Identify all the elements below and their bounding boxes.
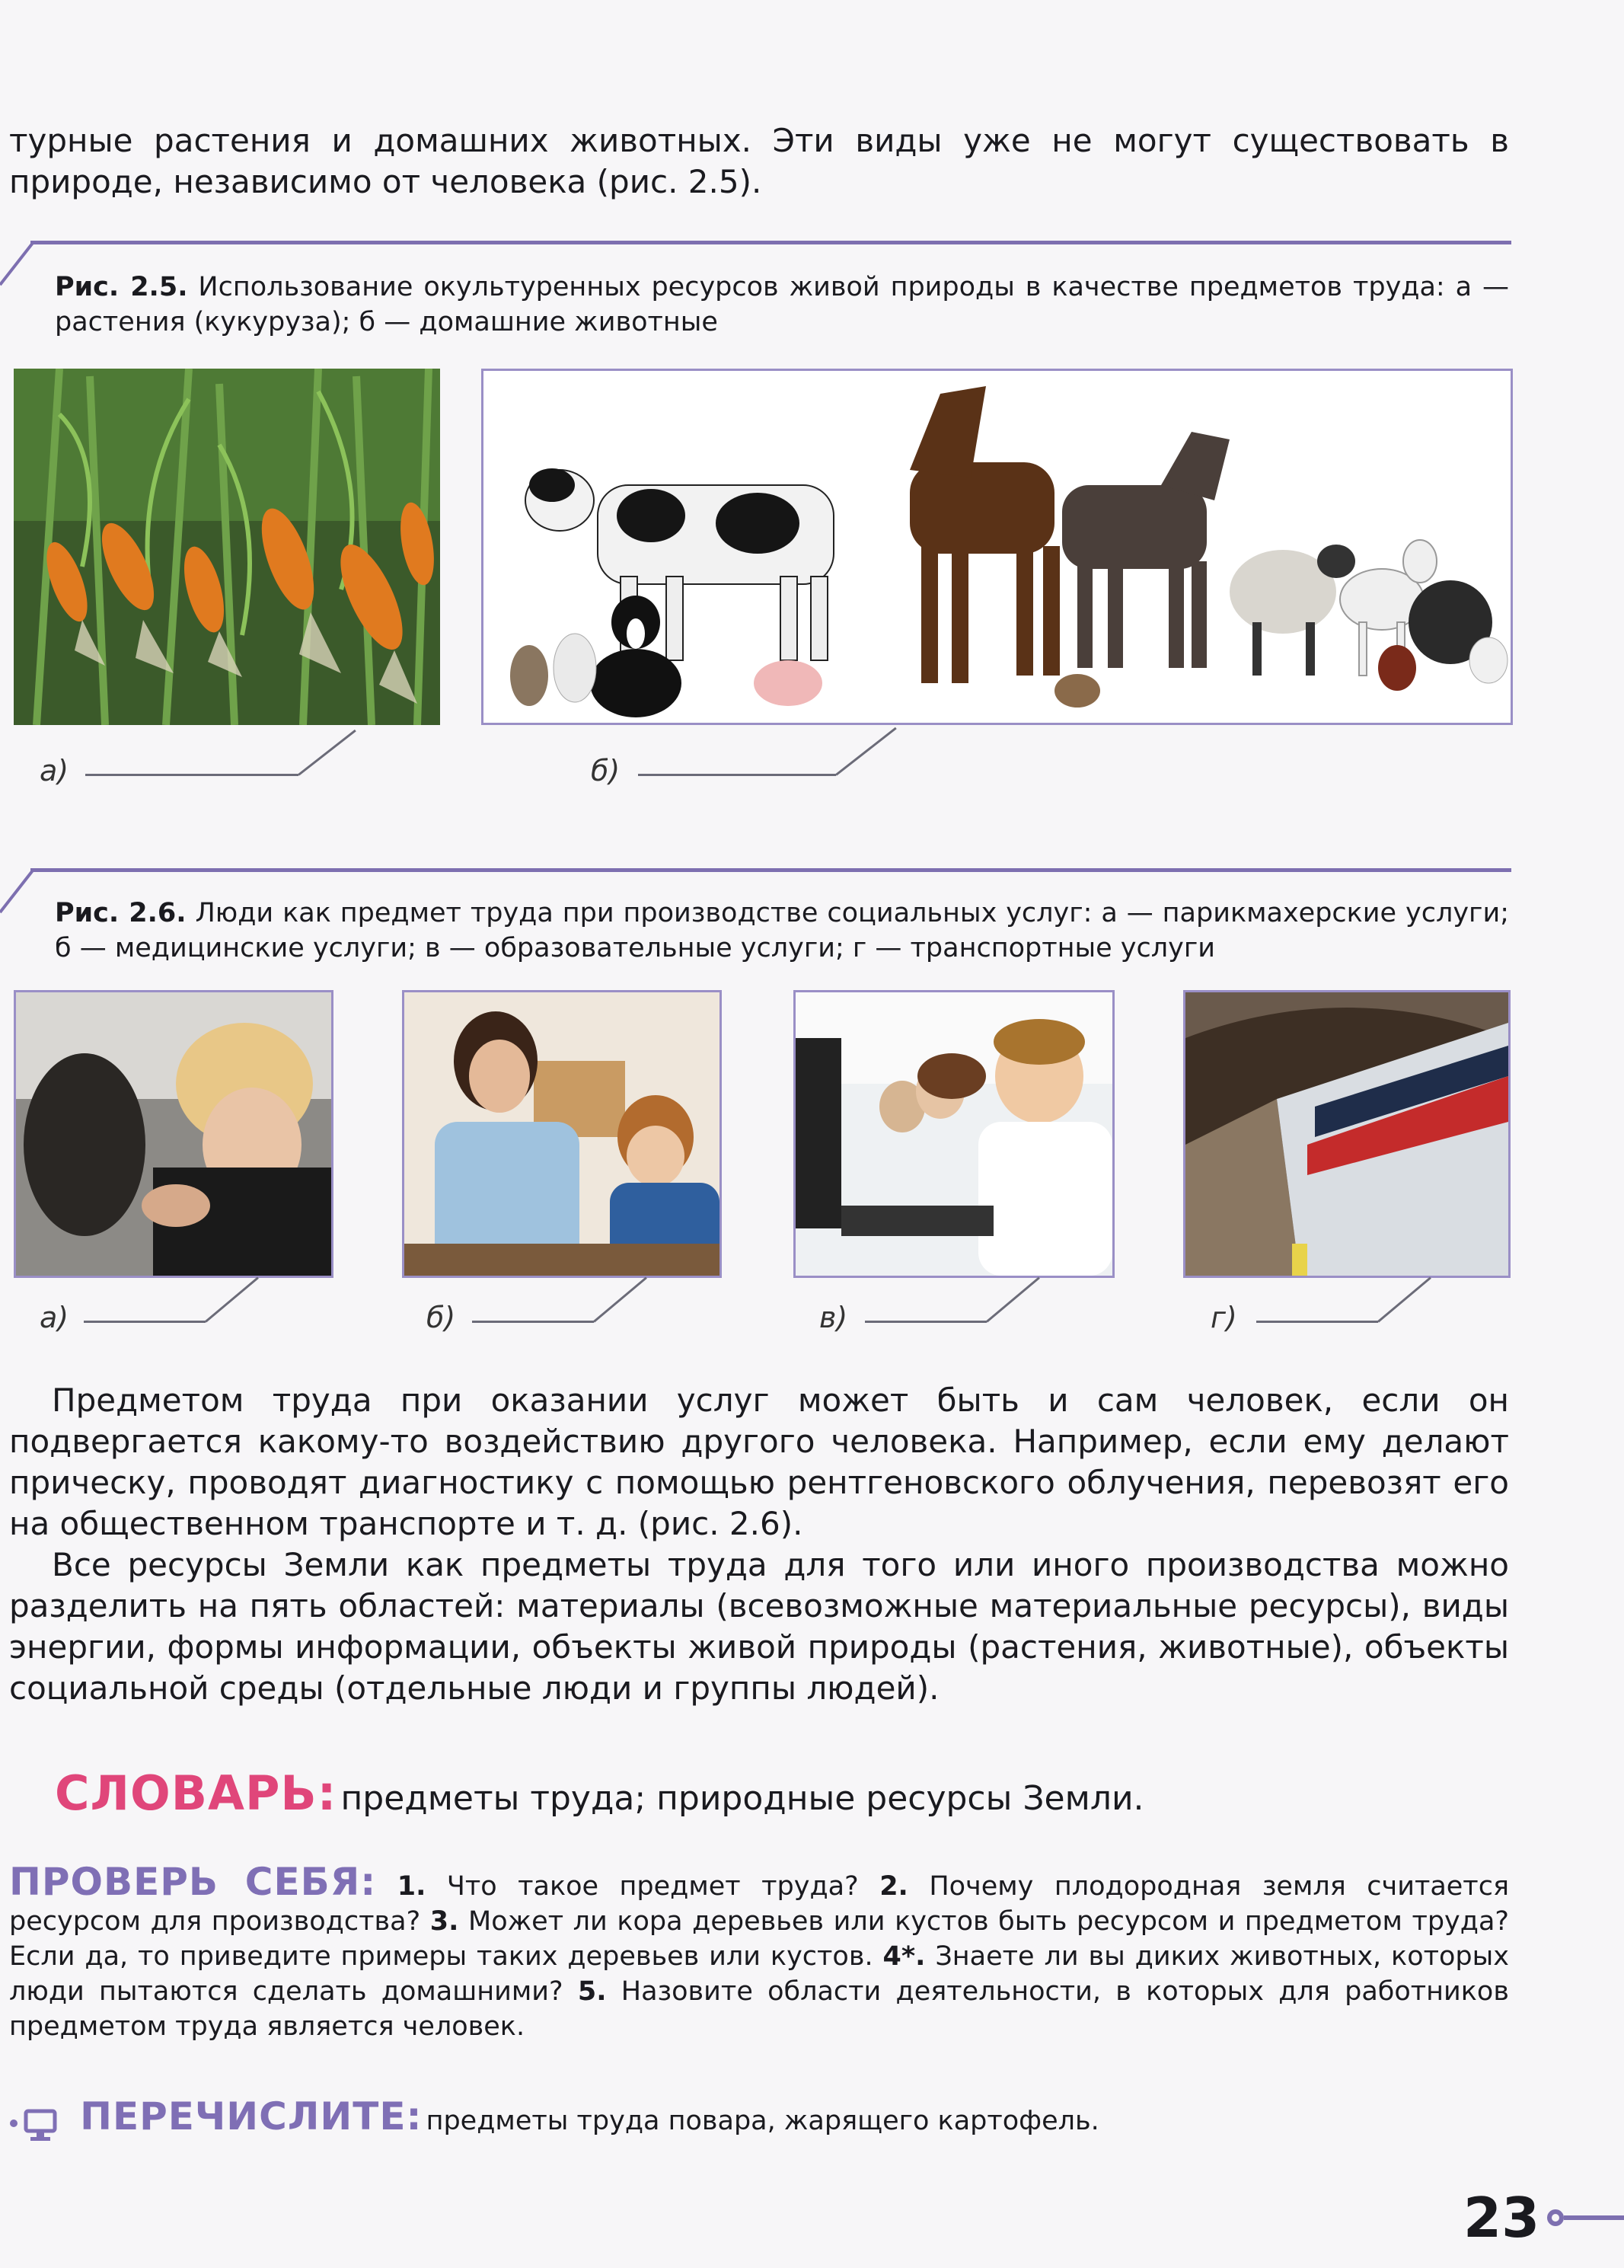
q3-number: 3. (429, 1906, 459, 1937)
q1-number: 1. (397, 1871, 426, 1902)
education-photo (793, 990, 1115, 1278)
page-number-block (1463, 2186, 1624, 2250)
corn-illustration (14, 369, 440, 725)
medical-illustration (404, 992, 719, 1276)
dictionary-text: предметы труда; природные ресурсы Земли. (340, 1779, 1144, 1818)
fig26-callout-b-diag (593, 1277, 647, 1323)
subway-photo (1183, 990, 1511, 1278)
top-paragraph: турные растения и домашних животных. Эти виды уже не могут существовать в природе, независимо от человека (рис. 2.5). (9, 122, 1509, 200)
q3-text: Может ли кора деревьев или кустов быть ресурсом и предметом труда? Если да, то приведите примеры таких деревьев или кустов. (9, 1906, 1509, 1972)
fig26-sub-g: г) (1211, 1301, 1237, 1334)
fig26-callout-v-diag (986, 1277, 1040, 1323)
hairdresser-illustration (16, 992, 331, 1276)
fig26-sub-a: а) (40, 1301, 69, 1334)
fig26-callout-g-diag (1377, 1277, 1431, 1323)
fig25-label: Рис. 2.5. (55, 272, 188, 302)
corn-photo (14, 369, 440, 725)
animals-photo (481, 369, 1513, 725)
q2-text: Почему плодородная земля считается ресурсом для производства? (9, 1871, 1509, 1937)
check-block (9, 1860, 1509, 2044)
q4-text: Знаете ли вы диких животных, которых люди пытаются сделать домашними? (9, 1941, 1509, 2007)
fig26-callout-v (865, 1321, 987, 1323)
hairdresser-photo (14, 990, 333, 1278)
fig25-callout-b (638, 774, 836, 776)
fig25-callout-a (85, 774, 298, 776)
fig26-sub-v: в) (819, 1301, 848, 1334)
subway-illustration (1185, 992, 1508, 1276)
list-task-block (9, 2094, 1509, 2145)
fig26-sub-b: б) (426, 1301, 456, 1334)
computer-icon (9, 2108, 62, 2145)
q5-number: 5. (577, 1976, 607, 2007)
fig26-label: Рис. 2.6. (55, 898, 187, 928)
list-task-text: предметы труда повара, жарящего картофель. (426, 2106, 1099, 2136)
fig25-callout-b-diag (835, 727, 897, 776)
dictionary-block (55, 1765, 1509, 1821)
q1-text: Что такое предмет труда? (446, 1871, 859, 1902)
fig25-rule-corner (0, 242, 34, 286)
page-number: 23 (1463, 2186, 1540, 2250)
page-number-dot-icon (1547, 2209, 1564, 2226)
fig25-sub-b: б) (591, 754, 621, 787)
fig25-rule (30, 241, 1511, 244)
dictionary-title: СЛОВАРЬ: (55, 1765, 337, 1821)
education-illustration (796, 992, 1112, 1276)
check-title: ПРОВЕРЬ СЕБЯ: (9, 1860, 377, 1904)
fig25-sub-a: а) (40, 754, 69, 787)
fig26-callout-g (1256, 1321, 1378, 1323)
list-task-title: ПЕРЕЧИСЛИТЕ: (80, 2094, 423, 2139)
q4-number: 4*. (882, 1941, 926, 1972)
body-paragraph-2: Все ресурсы Земли как предметы труда для того или иного производства можно разделить на пять областей: материалы (всевозможные материальные ресурсы), виды энергии, формы информации, объекты живой природы (растения, животные), объекты социальной среды (отдельные люди и группы людей). (9, 1546, 1509, 1707)
fig26-rule (30, 868, 1511, 872)
fig26-callout-a-diag (205, 1277, 259, 1323)
fig26-callout-b (472, 1321, 594, 1323)
page-number-line (1564, 2215, 1624, 2220)
q2-number: 2. (879, 1871, 908, 1902)
fig26-rule-corner (0, 870, 34, 914)
fig26-callout-a (84, 1321, 206, 1323)
fig25-caption (55, 270, 1509, 340)
animals-illustration (483, 371, 1511, 723)
fig25-callout-a-diag (298, 730, 356, 776)
fig26-caption-text: Люди как предмет труда при производстве социальных услуг: а — парикмахерские услуги; б — медицинские услуги; в — образовательные услуги; г — транспортные услуги (55, 898, 1509, 963)
medical-photo (402, 990, 722, 1278)
q5-text: Назовите области деятельности, в которых для работников предметом труда является человек. (9, 1976, 1509, 2042)
body-paragraph-1: Предметом труда при оказании услуг может быть и сам человек, если он подвергается какому-то воздействию другого человека. Например, если ему делают прическу, проводят диагностику с помощью рентгеновского облучения, перевозят его на общественном транспорте и т. д. (рис. 2.6). (9, 1382, 1509, 1542)
fig26-caption (55, 896, 1509, 966)
fig25-caption-text: Использование окультуренных ресурсов живой природы в качестве предметов труда: а — растения (кукуруза); б — домашние животные (55, 272, 1509, 337)
